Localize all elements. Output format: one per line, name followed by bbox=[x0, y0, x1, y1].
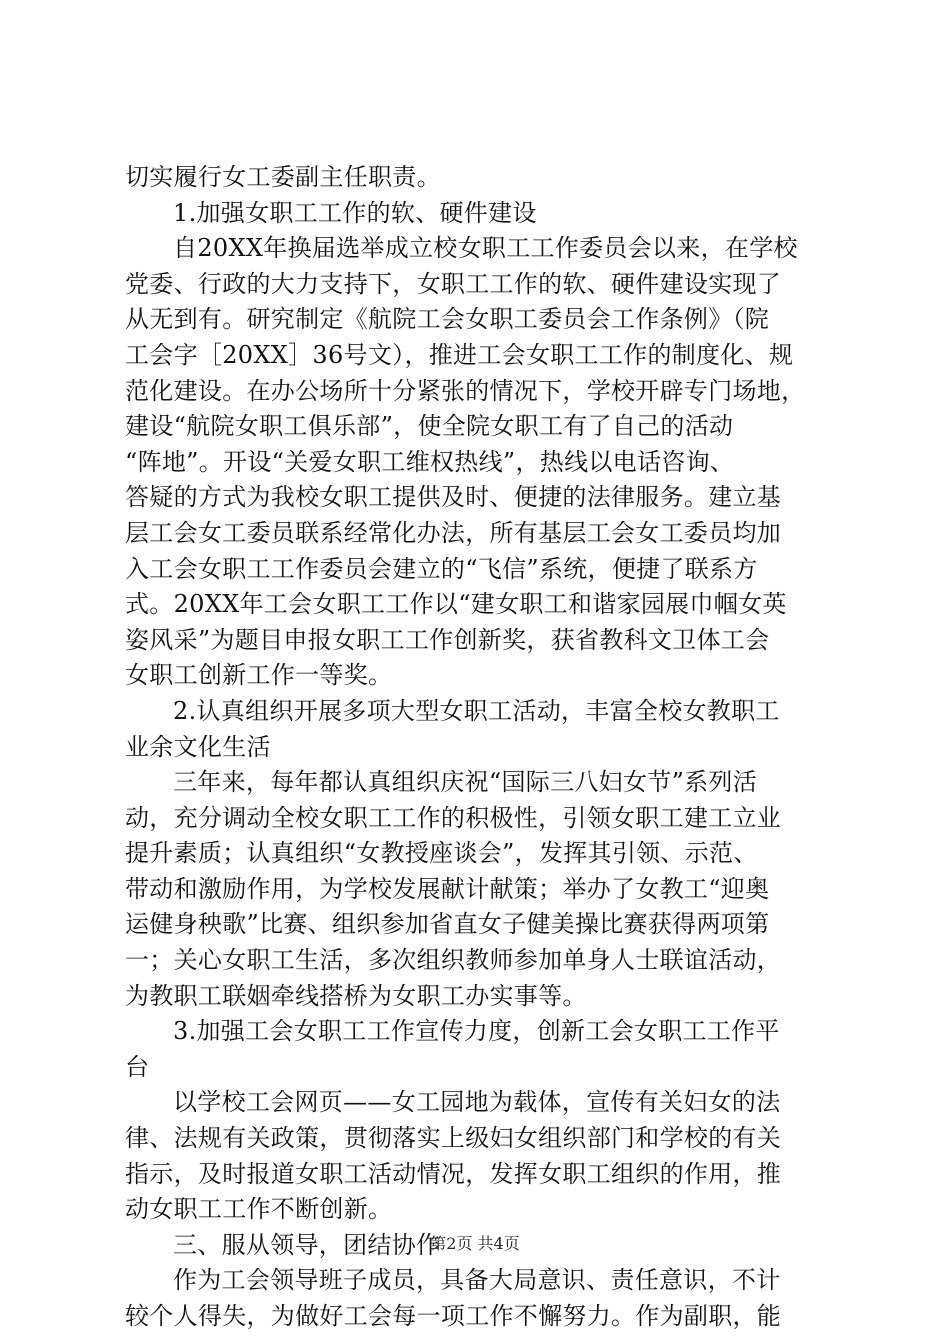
text-line: 式。20XX年工会女职工工作以“建女职工和谐家园展巾帼女英 bbox=[125, 590, 787, 619]
text-line: 业余文化生活 bbox=[125, 732, 271, 761]
text-line: 较个人得失，为做好工会每一项工作不懈努力。作为副职，能 bbox=[125, 1302, 782, 1330]
text-line: 入工会女职工工作委员会建立的“飞信”系统，便捷了联系方 bbox=[125, 554, 758, 583]
text-line: 工会字［20XX］36号文），推进工会女职工工作的制度化、规 bbox=[125, 340, 794, 369]
text-line: 自20XX年换届选举成立校女职工工作委员会以来，在学校 bbox=[173, 234, 798, 263]
text-line: 3.加强工会女职工工作宣传力度，创新工会女职工工作平 bbox=[173, 1017, 780, 1046]
text-line: “阵地”。开设“关爱女职工维权热线”，热线以电话咨询、 bbox=[125, 447, 735, 476]
text-line: 切实履行女工委副主任职责。 bbox=[125, 163, 441, 191]
text-line: 动女职工工作不断创新。 bbox=[125, 1195, 393, 1224]
text-line: 答疑的方式为我校女职工提供及时、便捷的法律服务。建立基 bbox=[125, 483, 782, 512]
text-line: 从无到有。研究制定《航院工会女职工委员会工作条例》（院 bbox=[125, 305, 770, 334]
text-line: 为教职工联姻牵线搭桥为女职工办实事等。 bbox=[125, 981, 587, 1010]
page-footer: 第2页 共4页 bbox=[430, 1234, 520, 1253]
document-body bbox=[125, 160, 835, 1335]
text-line: 作为工会领导班子成员，具备大局意识、责任意识，不计 bbox=[173, 1266, 781, 1295]
text-line: 三年来，每年都认真组织庆祝“国际三八妇女节”系列活 bbox=[173, 768, 758, 797]
text-line: 律、法规有关政策，贯彻落实上级妇女组织部门和学校的有关 bbox=[125, 1124, 782, 1153]
text-line: 以学校工会网页——女工园地为载体，宣传有关妇女的法 bbox=[173, 1088, 781, 1117]
text-line: 2.认真组织开展多项大型女职工活动，丰富全校女教职工 bbox=[173, 696, 780, 725]
text-line: 范化建设。在办公场所十分紧张的情况下，学校开辟专门场地， bbox=[125, 376, 806, 405]
text-line: 1.加强女职工工作的软、硬件建设 bbox=[173, 198, 537, 227]
text-line: 台 bbox=[125, 1052, 150, 1081]
text-line: 姿风采”为题目申报女职工工作创新奖，获省教科文卫体工会 bbox=[125, 625, 770, 654]
text-line: 带动和激励作用，为学校发展献计献策；举办了女教工“迎奥 bbox=[125, 874, 770, 903]
text-line: 运健身秧歌”比赛、组织参加省直女子健美操比赛获得两项第 bbox=[125, 910, 770, 939]
text-line: 党委、行政的大力支持下，女职工工作的软、硬件建设实现了 bbox=[125, 269, 782, 298]
text-line: 指示，及时报道女职工活动情况，发挥女职工组织的作用，推 bbox=[125, 1159, 782, 1188]
text-line: 三、服从领导，团结协作 bbox=[173, 1230, 441, 1259]
text-line: 提升素质；认真组织“女教授座谈会”，发挥其引领、示范、 bbox=[125, 839, 758, 868]
text-line: 动，充分调动全校女职工工作的积极性，引领女职工建工立业 bbox=[125, 803, 782, 832]
text-line: 建设“航院女职工俱乐部”，使全院女职工有了自己的活动 bbox=[125, 412, 734, 441]
text-line: 一；关心女职工生活，多次组织教师参加单身人士联谊活动， bbox=[125, 946, 782, 975]
text-line: 层工会女工委员联系经常化办法，所有基层工会女工委员均加 bbox=[125, 518, 782, 547]
text-line: 女职工创新工作一等奖。 bbox=[125, 661, 393, 690]
